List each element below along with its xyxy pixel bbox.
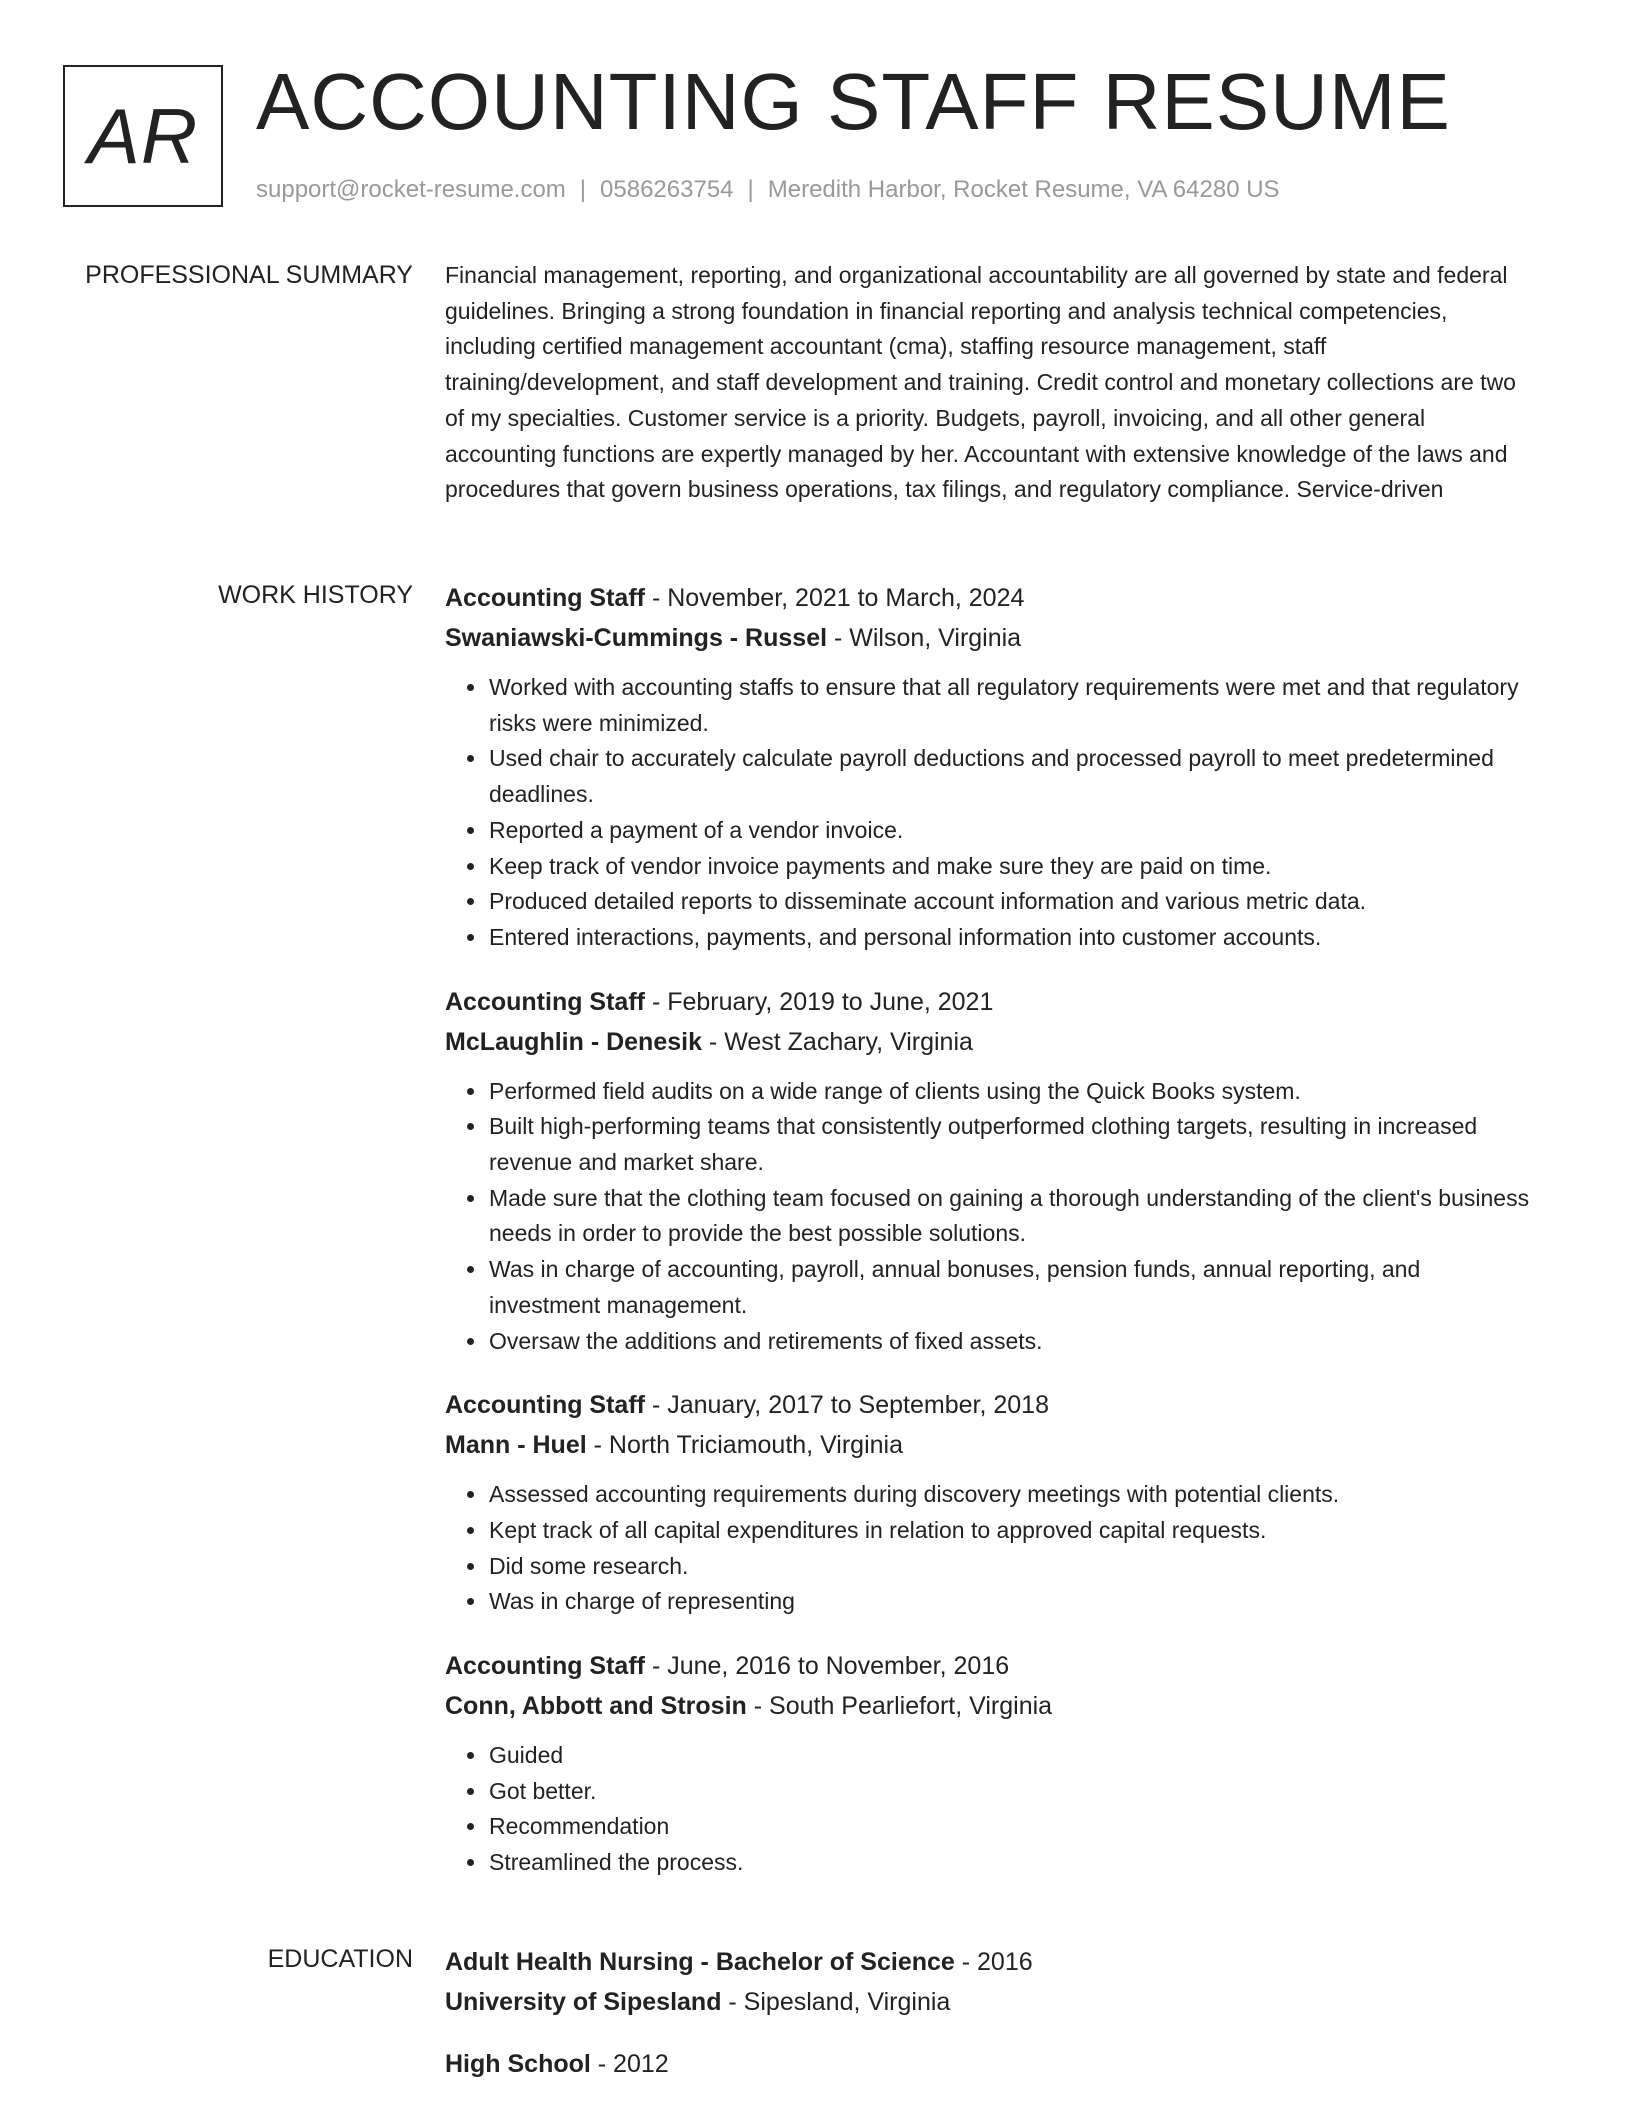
job-bullet: • Guided xyxy=(488,1738,1530,1774)
contact-phone: 0586263754 xyxy=(600,176,734,203)
work-history-list xyxy=(445,578,1530,1881)
job-bullet: • Reported a payment of a vendor invoice. xyxy=(488,813,1530,849)
job-bullet: • Streamlined the process. xyxy=(488,1845,1530,1881)
section-label-education: EDUCATION xyxy=(267,1945,413,1973)
job-location: - Wilson, Virginia xyxy=(827,624,1022,652)
job-title-line xyxy=(445,1385,1530,1425)
job-entry xyxy=(445,578,1530,956)
education-degree: Adult Health Nursing - Bachelor of Science xyxy=(445,1948,955,1976)
education-year: - 2012 xyxy=(590,2050,669,2078)
job-bullet: • Entered interactions, payments, and personal information into customer accounts. xyxy=(488,920,1530,956)
job-bullet: • Used chair to accurately calculate payroll deductions and processed payroll to meet predetermined deadlines. xyxy=(488,741,1530,812)
job-entry xyxy=(445,1646,1530,1881)
job-title: Accounting Staff xyxy=(445,1391,645,1420)
job-bullet: • Produced detailed reports to disseminate account information and various metric data. xyxy=(488,884,1530,920)
job-company-line xyxy=(445,618,1530,658)
section-label-work: WORK HISTORY xyxy=(218,581,413,609)
job-entry xyxy=(445,982,1530,1360)
job-company: Mann - Huel xyxy=(445,1431,587,1460)
job-bullet: • Performed field audits on a wide range of clients using the Quick Books system. xyxy=(488,1074,1530,1110)
job-bullet: • Did some research. xyxy=(488,1549,1530,1585)
job-dates: - January, 2017 to September, 2018 xyxy=(645,1391,1049,1420)
job-location: - West Zachary, Virginia xyxy=(701,1027,973,1056)
job-bullet: • Oversaw the additions and retirements of fixed assets. xyxy=(488,1324,1530,1360)
job-entry xyxy=(445,1385,1530,1620)
contact-email: support@rocket-resume.com xyxy=(256,176,566,203)
job-title: Accounting Staff xyxy=(445,584,645,612)
job-bullet: • Got better. xyxy=(488,1774,1530,1810)
job-company: Swaniawski-Cummings - Russel xyxy=(445,624,828,652)
education-entry xyxy=(445,2044,1530,2084)
section-label-summary: PROFESSIONAL SUMMARY xyxy=(85,261,413,289)
education-school-line xyxy=(445,1982,1530,2022)
job-bullet: • Was in charge of accounting, payroll, annual bonuses, pension funds, annual reporting, and investment management. xyxy=(488,1252,1530,1323)
summary-text: Financial management, reporting, and organizational accountability are all governed by state and federal guidelines. Bringing a strong foundation in financial reporting and analysis technical competencies, including certified management accountant (cma), staffing resource management, staff training/development, and staff development and training. Credit control and monetary collections are two of my specialties. Customer service is a priority. Budgets, payroll, invoicing, and all other general accounting functions are expertly managed by her. Accountant with extensive knowledge of the laws and procedures that govern business operations, tax filings, and regulatory compliance. Service-driven xyxy=(445,262,1516,503)
education-school: University of Sipesland xyxy=(445,1988,722,2016)
education-location: - Sipesland, Virginia xyxy=(721,1988,951,2016)
education-entry xyxy=(445,1942,1530,2022)
job-company: Conn, Abbott and Strosin xyxy=(445,1692,747,1721)
job-location: - North Triciamouth, Virginia xyxy=(586,1431,903,1460)
contact-line xyxy=(256,175,1280,205)
job-dates: - June, 2016 to November, 2016 xyxy=(645,1652,1010,1681)
monogram-logo: AR xyxy=(63,65,223,207)
job-company-line xyxy=(445,1686,1530,1726)
contact-separator: | xyxy=(579,176,587,203)
job-dates: - February, 2019 to June, 2021 xyxy=(645,987,994,1016)
job-title-line xyxy=(445,982,1530,1022)
job-bullets xyxy=(445,1074,1530,1360)
job-title: Accounting Staff xyxy=(445,1652,645,1681)
job-bullet: • Keep track of vendor invoice payments and make sure they are paid on time. xyxy=(488,849,1530,885)
education-year: - 2016 xyxy=(954,1948,1033,1976)
job-bullet: • Assessed accounting requirements during discovery meetings with potential clients. xyxy=(488,1477,1530,1513)
education-degree-line xyxy=(445,2044,1530,2084)
job-bullets xyxy=(445,670,1530,956)
contact-separator: | xyxy=(747,176,754,203)
job-company: McLaughlin - Denesik xyxy=(445,1027,702,1056)
job-dates: - November, 2021 to March, 2024 xyxy=(645,584,1025,612)
education-degree: High School xyxy=(445,2050,591,2078)
job-company-line xyxy=(445,1022,1530,1062)
job-bullet: • Worked with accounting staffs to ensure that all regulatory requirements were met and that regulatory risks were minimized. xyxy=(488,670,1530,741)
job-title-line xyxy=(445,1646,1530,1686)
job-title: Accounting Staff xyxy=(445,987,645,1016)
job-company-line xyxy=(445,1425,1530,1465)
job-bullet: • Made sure that the clothing team focused on gaining a thorough understanding of the client's business needs in order to provide the best possible solutions. xyxy=(488,1181,1530,1252)
resume-title: ACCOUNTING STAFF RESUME xyxy=(256,57,1451,146)
job-bullet: • Kept track of all capital expenditures in relation to approved capital requests. xyxy=(488,1513,1530,1549)
job-location: - South Pearliefort, Virginia xyxy=(746,1692,1053,1721)
job-bullet: • Recommendation xyxy=(488,1809,1530,1845)
job-bullet: • Built high-performing teams that consistently outperformed clothing targets, resulting in increased revenue and market share. xyxy=(488,1109,1530,1180)
job-bullets xyxy=(445,1738,1530,1881)
job-title-line xyxy=(445,578,1530,618)
job-bullet: • Was in charge of representing xyxy=(488,1584,1530,1620)
education-degree-line xyxy=(445,1942,1530,1982)
job-bullets xyxy=(445,1477,1530,1620)
contact-address: Meredith Harbor, Rocket Resume, VA 64280 US xyxy=(767,176,1280,203)
